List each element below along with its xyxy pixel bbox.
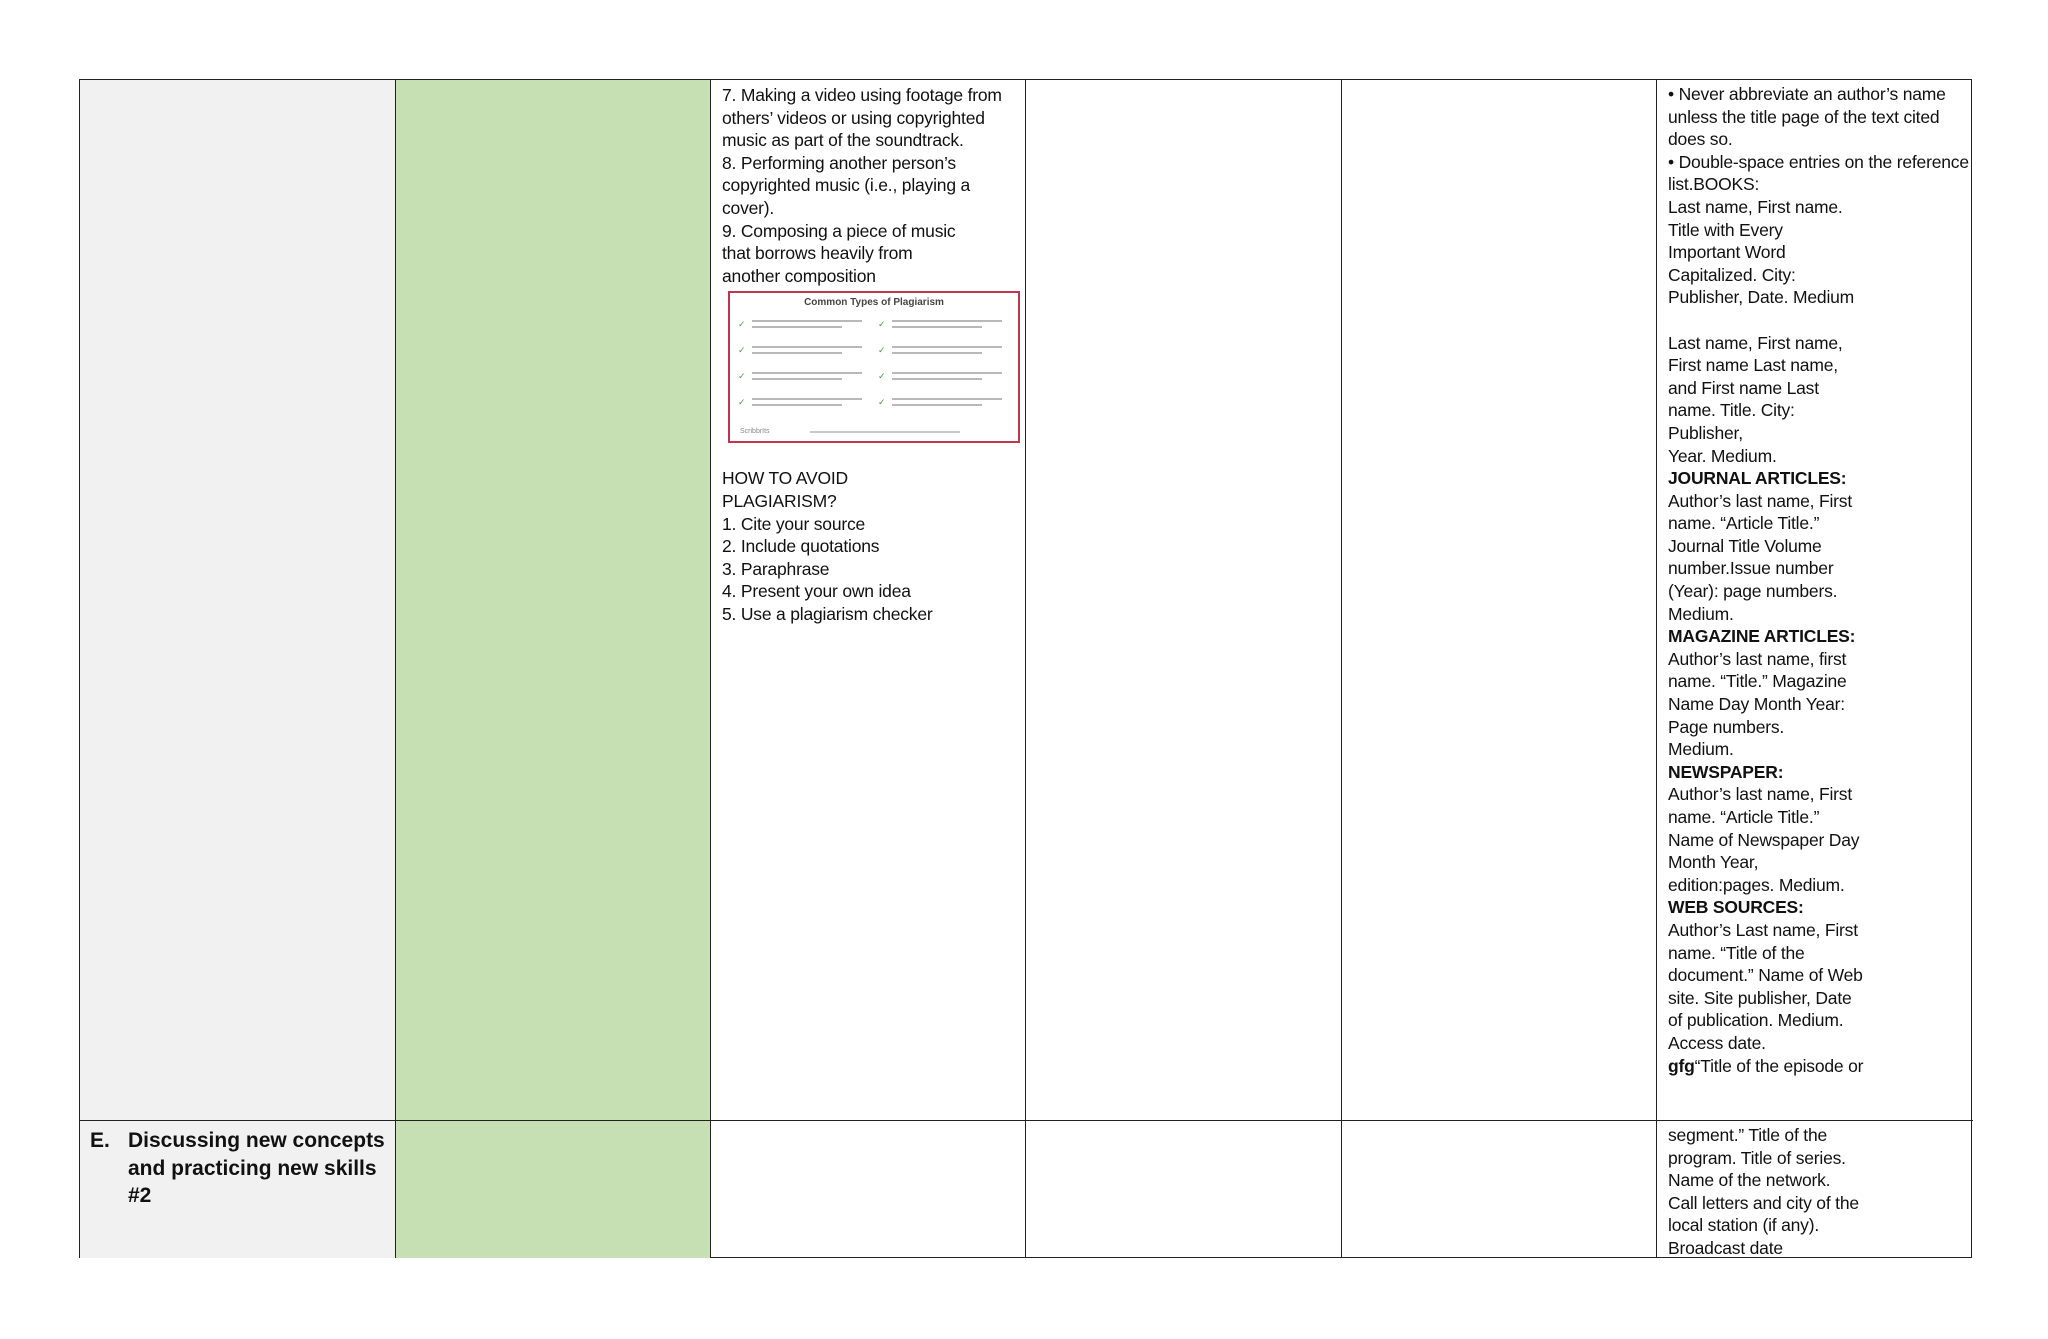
- figure-text-line: [892, 372, 1002, 374]
- figure-item: [878, 343, 1008, 361]
- figure-text-line: [752, 326, 842, 328]
- text-line: Month Year,: [1668, 852, 1759, 873]
- text-line: 3. Paraphrase: [722, 558, 830, 579]
- row1-col4: [1026, 80, 1342, 1121]
- text-line: Page numbers.: [1668, 716, 1785, 737]
- figure-text-line: [752, 398, 862, 400]
- text-line: name. “Title of the: [1668, 942, 1805, 963]
- check-icon: ✓: [738, 345, 746, 356]
- text-line: • Double-space entries on the reference: [1668, 151, 1969, 172]
- text-line: of publication. Medium.: [1668, 1010, 1844, 1031]
- text-line: name. “Article Title.”: [1668, 807, 1820, 827]
- figure-text-line: [892, 320, 1002, 322]
- figure-footer: ScribbrIts: [740, 428, 770, 436]
- row2-col1: [80, 1121, 396, 1258]
- text-line: edition:pages. Medium.: [1668, 874, 1845, 895]
- section-e-label: [90, 1127, 388, 1210]
- text-line: 7. Making a video using footage from: [722, 85, 1002, 105]
- text-line: 2. Include quotations: [722, 536, 880, 557]
- row2-col2: [396, 1121, 711, 1258]
- row1-col3: [711, 80, 1026, 1121]
- text-line: 5. Use a plagiarism checker: [722, 603, 933, 624]
- check-icon: ✓: [878, 371, 886, 382]
- row2-col6: [1657, 1121, 1973, 1258]
- row2-col3: [711, 1121, 1026, 1258]
- figure-title: Common Types of Plagiarism: [804, 297, 944, 309]
- figure-item: [738, 369, 868, 387]
- text-line: Author’s Last name, First: [1668, 919, 1858, 940]
- figure-text-line: [752, 372, 862, 374]
- text-line: name. “Article Title.”: [1668, 513, 1820, 534]
- figure-text-line: [752, 346, 862, 348]
- figure-text-line: [752, 352, 842, 354]
- text-line: document.” Name of Web: [1668, 965, 1863, 986]
- text-line: [1668, 309, 1973, 332]
- check-icon: ✓: [878, 397, 886, 408]
- text-line: Year. Medium.: [1668, 445, 1777, 466]
- text-line: Last name, First name,: [1668, 332, 1843, 353]
- row1-col6: [1657, 80, 1973, 1121]
- text-line: 9. Composing a piece of music: [722, 220, 956, 241]
- text-line: Access date.: [1668, 1032, 1766, 1053]
- row1-col5: [1342, 80, 1657, 1121]
- text-line: Name Day Month Year:: [1668, 694, 1845, 715]
- text-line: PLAGIARISM?: [722, 490, 837, 511]
- text-line: does so.: [1668, 129, 1733, 150]
- text-line: 8. Performing another person’s: [722, 152, 956, 173]
- text-line: NEWSPAPER:: [1668, 761, 1784, 782]
- check-icon: ✓: [878, 319, 886, 330]
- text-line: Author’s last name, First: [1668, 784, 1853, 805]
- row1-col1: [80, 80, 396, 1121]
- check-icon: ✓: [738, 397, 746, 408]
- lesson-table: [79, 79, 1972, 1258]
- text-line: HOW TO AVOID: [722, 468, 848, 489]
- text-line: segment.” Title of the: [1668, 1125, 1828, 1145]
- text-line: Last name, First name.: [1668, 196, 1843, 217]
- text-line: name. Title. City:: [1668, 400, 1795, 421]
- plagiarism-list: [722, 84, 1025, 287]
- text-line: (Year): page numbers.: [1668, 581, 1838, 602]
- avoid-plagiarism-list: [722, 467, 1025, 625]
- citation-last-line: [1668, 1055, 1973, 1078]
- citation-guide: [1668, 83, 1973, 1055]
- text-line: Medium.: [1668, 603, 1734, 624]
- check-icon: ✓: [738, 319, 746, 330]
- text-line: others’ videos or using copyrighted: [722, 107, 985, 128]
- text-line: another composition: [722, 265, 876, 286]
- text-line: • Never abbreviate an author’s name: [1668, 84, 1946, 104]
- text-line: copyrighted music (i.e., playing a cover).: [722, 175, 975, 218]
- text-line: program. Title of series.: [1668, 1147, 1846, 1168]
- check-icon: ✓: [878, 345, 886, 356]
- figure-item: [878, 317, 1008, 335]
- text-line: that borrows heavily from: [722, 243, 913, 264]
- text-line: Name of the network.: [1668, 1170, 1831, 1191]
- figure-text-line: [892, 404, 982, 406]
- row1-col2: [396, 80, 711, 1121]
- figure-item: [878, 395, 1008, 413]
- figure-text-line: [752, 378, 842, 380]
- figure-text-line: [892, 378, 982, 380]
- text-line: name. “Title.” Magazine: [1668, 671, 1847, 692]
- text-line: Title with Every: [1668, 219, 1783, 240]
- figure-text-line: [892, 346, 1002, 348]
- figure-item: [738, 395, 868, 413]
- text-line: site. Site publisher, Date: [1668, 987, 1852, 1008]
- text-line: Broadcast date: [1668, 1237, 1783, 1258]
- citation-guide-continued: [1668, 1124, 1973, 1260]
- text-line: local station (if any).: [1668, 1215, 1820, 1236]
- text-line: music as part of the soundtrack.: [722, 130, 964, 151]
- figure-text-line: [892, 398, 1002, 400]
- text-line: Journal Title Volume: [1668, 535, 1822, 556]
- figure-text-line: [892, 326, 982, 328]
- text-line: MAGAZINE ARTICLES:: [1668, 626, 1856, 647]
- section-title: Discussing new concepts and practicing new skills #2: [128, 1129, 385, 1207]
- text-line: WEB SOURCES:: [1668, 897, 1804, 918]
- text-line: Publisher, Date. Medium: [1668, 287, 1855, 308]
- figure-text-line: [752, 404, 842, 406]
- text-line: Name of Newspaper Day: [1668, 829, 1860, 850]
- plagiarism-types-figure: [728, 291, 1020, 443]
- citation-fragment: “Title of the episode or: [1694, 1055, 1864, 1076]
- section-letter: E.: [90, 1129, 110, 1152]
- text-line: 1. Cite your source: [722, 513, 866, 534]
- row2-col4: [1026, 1121, 1342, 1258]
- figure-text-line: [752, 320, 862, 322]
- figure-item: [738, 343, 868, 361]
- text-line: Call letters and city of the: [1668, 1192, 1859, 1213]
- text-line: unless the title page of the text cited: [1668, 106, 1940, 127]
- text-line: Author’s last name, First: [1668, 490, 1853, 511]
- text-line: Important Word: [1668, 242, 1786, 263]
- text-line: Capitalized. City:: [1668, 264, 1796, 285]
- text-line: Medium.: [1668, 739, 1734, 760]
- check-icon: ✓: [738, 371, 746, 382]
- figure-footer-line: [810, 431, 960, 433]
- text-line: and First name Last: [1668, 377, 1819, 398]
- text-line: Publisher,: [1668, 422, 1743, 443]
- figure-text-line: [892, 352, 982, 354]
- figure-item: [738, 317, 868, 335]
- figure-item: [878, 369, 1008, 387]
- text-line: number.Issue number: [1668, 558, 1834, 579]
- text-line: JOURNAL ARTICLES:: [1668, 468, 1847, 489]
- text-line: list.BOOKS:: [1668, 174, 1760, 195]
- text-line: Author’s last name, first: [1668, 648, 1847, 669]
- citation-bold-fragment: gfg: [1668, 1055, 1695, 1076]
- row2-col5: [1342, 1121, 1657, 1258]
- text-line: First name Last name,: [1668, 355, 1838, 376]
- text-line: 4. Present your own idea: [722, 581, 911, 602]
